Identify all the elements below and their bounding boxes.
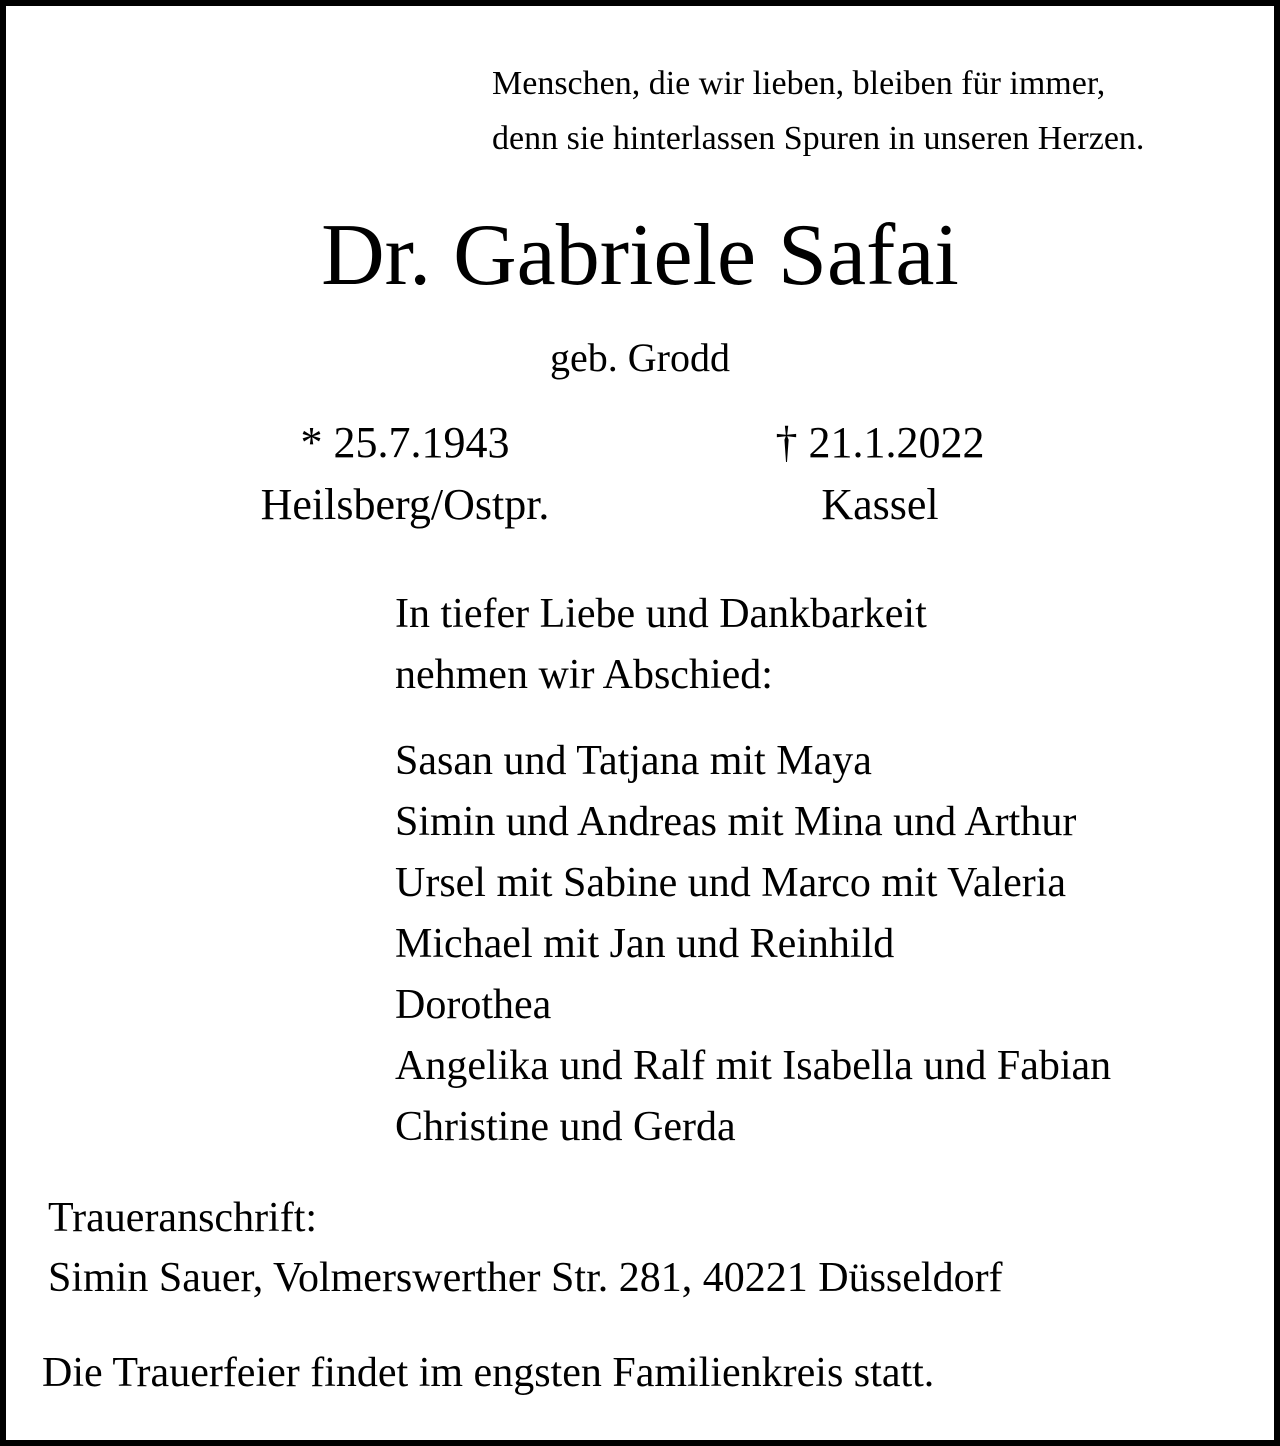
mourner-entry: Ursel mit Sabine und Marco mit Valeria: [395, 860, 1067, 906]
death-date: † 21.1.2022: [775, 418, 985, 467]
mourners-list: [395, 731, 1111, 1158]
mourner-entry: Michael mit Jan und Reinhild: [395, 921, 895, 967]
farewell-line: In tiefer Liebe und Dankbarkeit: [395, 591, 927, 637]
memorial-quote: [492, 56, 1144, 166]
address-label: Traueranschrift:: [48, 1195, 318, 1241]
quote-line: denn sie hinterlassen Spuren in unseren Herzen.: [492, 120, 1145, 157]
death-place: Kassel: [821, 480, 939, 529]
death-info: [730, 412, 1030, 536]
quote-line: Menschen, die wir lieben, bleiben für immer,: [492, 65, 1106, 102]
mourning-address: [48, 1188, 1003, 1308]
birth-place: Heilsberg/Ostpr.: [260, 480, 550, 529]
ceremony-note: Die Trauerfeier findet im engsten Familienkreis statt.: [42, 1350, 935, 1396]
birth-info: [240, 412, 570, 536]
mourner-entry: Sasan und Tatjana mit Maya: [395, 738, 872, 784]
deceased-name: Dr. Gabriele Safai: [321, 207, 959, 304]
birth-name: geb. Grodd: [550, 335, 730, 380]
mourner-entry: Christine und Gerda: [395, 1104, 736, 1150]
farewell-text: [395, 584, 927, 706]
birth-date: * 25.7.1943: [300, 418, 510, 467]
mourner-entry: Simin und Andreas mit Mina und Arthur: [395, 799, 1077, 845]
mourner-entry: Dorothea: [395, 982, 552, 1028]
mourner-entry: Angelika und Ralf mit Isabella und Fabian: [395, 1043, 1112, 1089]
farewell-line: nehmen wir Abschied:: [395, 652, 773, 698]
address-value: Simin Sauer, Volmerswerther Str. 281, 40221 Düsseldorf: [48, 1255, 1003, 1301]
